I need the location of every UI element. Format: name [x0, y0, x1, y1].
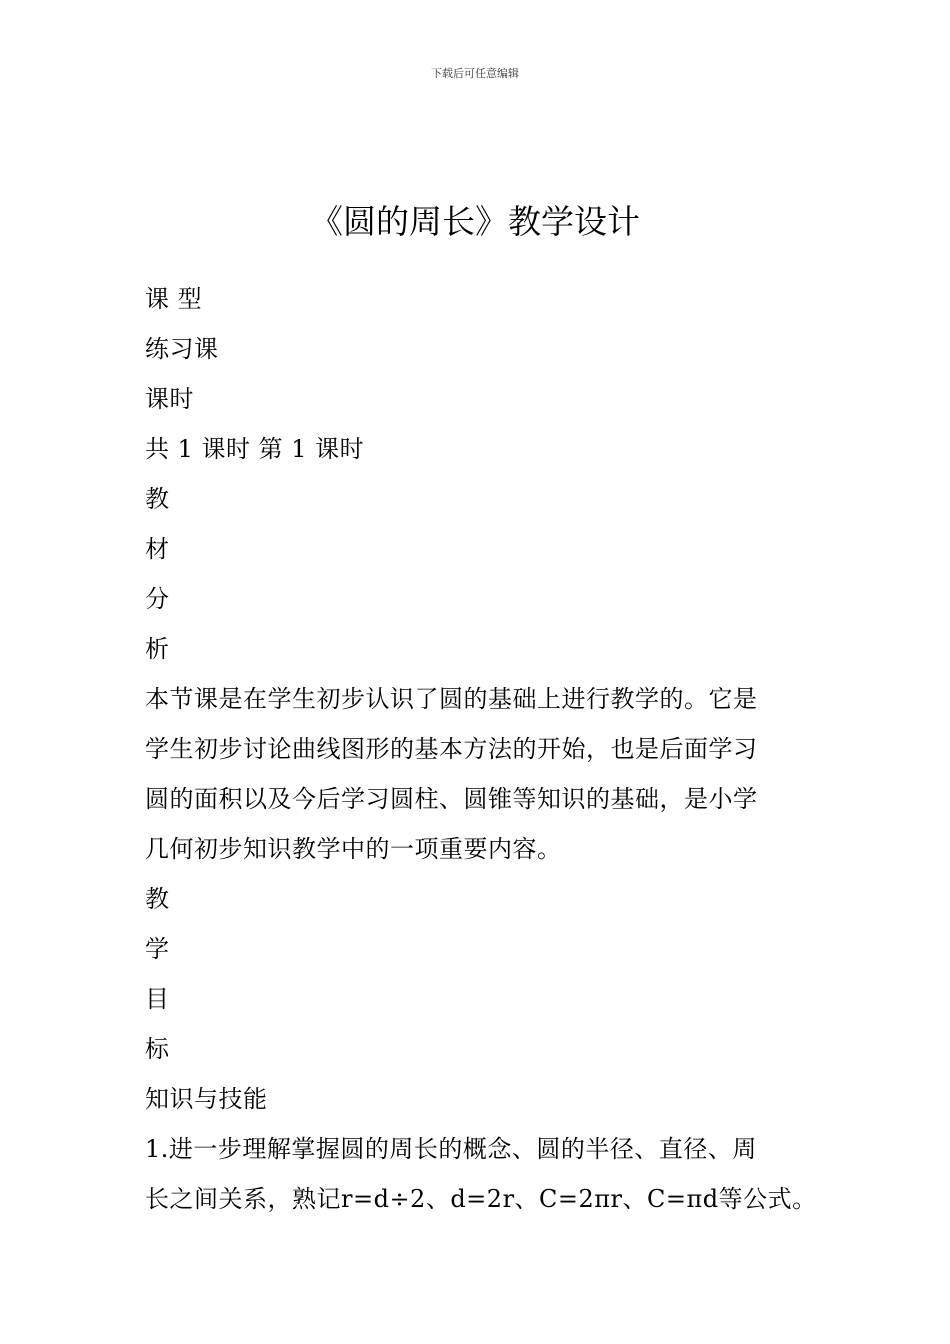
- field-label-teaching-goals-char: 教: [145, 885, 170, 913]
- field-label-teaching-goals-char: 学: [145, 935, 170, 963]
- field-value-course-type: 练习课: [145, 335, 219, 363]
- material-analysis-text-line: 本节课是在学生初步认识了圆的基础上进行教学的。它是: [145, 685, 758, 713]
- field-label-teaching-goals-char: 目: [145, 985, 170, 1013]
- material-analysis-text-line: 几何初步知识教学中的一项重要内容。: [145, 835, 562, 863]
- page-header-note: 下载后可任意编辑: [431, 67, 519, 80]
- field-label-material-analysis-char: 教: [145, 485, 170, 513]
- field-label-material-analysis-char: 析: [145, 635, 170, 663]
- field-label-material-analysis-char: 分: [145, 585, 170, 613]
- goal-text-line: 长之间关系，熟记r=d÷2、d=2r、C=2πr、C=πd等公式。: [145, 1185, 817, 1213]
- material-analysis-text-line: 学生初步讨论曲线图形的基本方法的开始，也是后面学习: [145, 735, 758, 763]
- field-label-teaching-goals-char: 标: [145, 1035, 170, 1063]
- material-analysis-text-line: 圆的面积以及今后学习圆柱、圆锥等知识的基础，是小学: [145, 785, 758, 813]
- section-heading-knowledge-skills: 知识与技能: [145, 1085, 268, 1113]
- field-label-material-analysis-char: 材: [145, 535, 170, 563]
- document-body: [145, 274, 817, 1224]
- field-label-course-type: 课 型: [145, 285, 203, 313]
- document-title: 《圆的周长》教学设计: [310, 202, 640, 242]
- field-label-class-hours: 课时: [145, 385, 194, 413]
- goal-text-line: 1.进一步理解掌握圆的周长的概念、圆的半径、直径、周: [145, 1135, 757, 1163]
- field-value-class-hours: 共 1 课时 第 1 课时: [145, 435, 365, 463]
